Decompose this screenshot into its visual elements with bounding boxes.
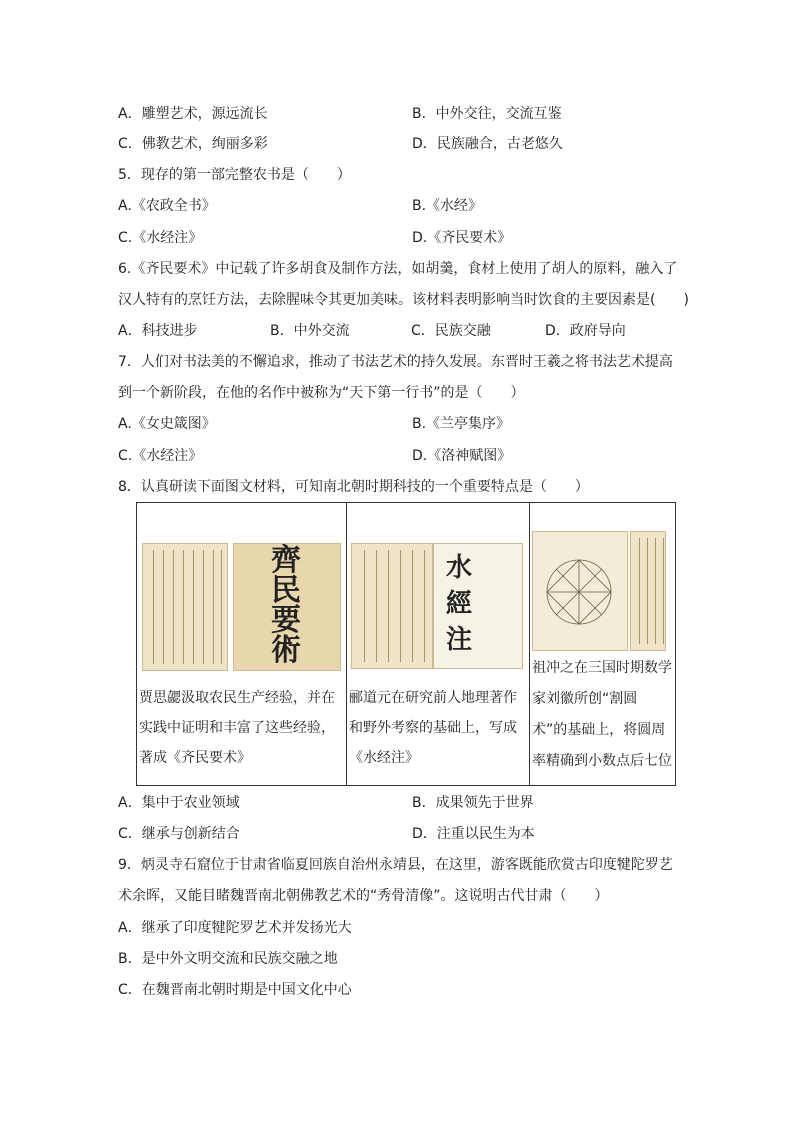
book-cover-image bbox=[433, 543, 523, 669]
q9-option-a: A．继承了印度犍陀罗艺术并发扬光大 bbox=[118, 920, 352, 936]
book-cover-image bbox=[233, 543, 341, 671]
q9-stem-line2: 术余晖，又能目睹魏晋南北朝佛教艺术的“秀骨清像”。这说明古代甘肃（ ） bbox=[118, 888, 609, 904]
figure-cell-shuijingzhu bbox=[347, 503, 530, 785]
q4-option-a: A．雕塑艺术，源远流长 bbox=[118, 106, 268, 122]
q4-option-c: C．佛教艺术，绚丽多彩 bbox=[118, 136, 268, 152]
figure-caption: 郦道元在研究前人地理著作和野外考察的基础上，写成《水经注》 bbox=[349, 690, 517, 766]
q8-option-d: D．注重以民生为本 bbox=[412, 826, 535, 842]
q6-option-d: D．政府导向 bbox=[545, 323, 626, 339]
book-page-image bbox=[142, 543, 228, 671]
q8-option-c: C．继承与创新结合 bbox=[118, 826, 240, 842]
q5-option-d: D.《齐民要术》 bbox=[412, 230, 512, 246]
q8-figure-table bbox=[136, 502, 676, 786]
q5-option-b: B.《水经》 bbox=[412, 198, 483, 214]
book-cover-title: 齊民要術 bbox=[271, 543, 301, 668]
q6-option-c: C．民族交融 bbox=[411, 323, 491, 339]
q7-option-a: A.《女史箴图》 bbox=[118, 416, 216, 432]
q6-option-a: A．科技进步 bbox=[118, 323, 198, 339]
circle-division-diagram bbox=[532, 531, 628, 651]
q5-option-a: A.《农政全书》 bbox=[118, 198, 216, 214]
q7-option-d: D.《洛神赋图》 bbox=[412, 448, 512, 464]
figure-cell-zu-chongzhi bbox=[530, 503, 675, 785]
q6-stem-line2: 汉人特有的烹饪方法，去除腥味令其更加美味。该材料表明影响当时饮食的主要因素是( ) bbox=[118, 292, 689, 308]
q4-option-d: D．民族融合，古老悠久 bbox=[412, 136, 563, 152]
q5-option-c: C.《水经注》 bbox=[118, 230, 203, 246]
q6-option-b: B．中外交流 bbox=[270, 323, 350, 339]
q7-option-b: B.《兰亭集序》 bbox=[412, 416, 511, 432]
q8-option-a: A．集中于农业领域 bbox=[118, 795, 240, 811]
q9-option-b: B．是中外文明交流和民族交融之地 bbox=[118, 951, 338, 967]
q8-stem: 8．认真研读下面图文材料，可知南北朝时期科技的一个重要特点是（ ） bbox=[118, 479, 589, 495]
q6-stem-line1: 6.《齐民要术》中记载了许多胡食及制作方法，如胡羹，食材上使用了胡人的原料，融入了 bbox=[118, 261, 678, 277]
book-cover-title: 水經注 bbox=[445, 553, 472, 655]
q4-option-b: B．中外交往，交流互鉴 bbox=[412, 106, 562, 122]
figure-cell-qimin-yaoshu bbox=[137, 503, 347, 785]
q5-stem: 5．现存的第一部完整农书是（ ） bbox=[118, 167, 351, 183]
q7-option-c: C.《水经注》 bbox=[118, 448, 203, 464]
figure-caption: 祖冲之在三国时期数学家刘徽所创“割圆术”的基础上，将圆周率精确到小数点后七位 bbox=[532, 660, 672, 769]
q9-stem-line1: 9．炳灵寺石窟位于甘肃省临夏回族自治州永靖县，在这里，游客既能欣赏古印度犍陀罗艺 bbox=[118, 857, 673, 873]
figure-caption: 贾思勰汲取农民生产经验，并在实践中证明和丰富了这些经验，著成《齐民要术》 bbox=[139, 690, 335, 766]
q8-option-b: B．成果领先于世界 bbox=[412, 795, 534, 811]
circle-diagram-svg bbox=[533, 532, 628, 651]
q7-stem-line2: 到一个新阶段，在他的名作中被称为“天下第一行书”的是（ ） bbox=[118, 385, 525, 401]
q7-stem-line1: 7．人们对书法美的不懈追求，推动了书法艺术的持久发展。东晋时王羲之将书法艺术提高 bbox=[118, 354, 673, 370]
q9-option-c: C．在魏晋南北朝时期是中国文化中心 bbox=[118, 982, 352, 998]
book-page-image bbox=[630, 531, 666, 651]
book-page-image bbox=[351, 543, 433, 669]
